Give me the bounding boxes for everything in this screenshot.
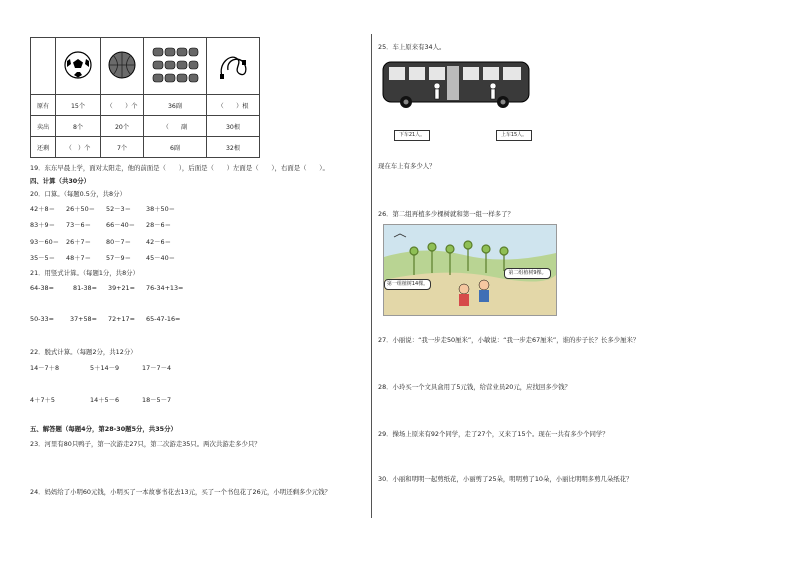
cell-gloves-sold: （ 副 bbox=[144, 116, 207, 137]
table-corner-cell bbox=[31, 38, 56, 95]
get-on-badge: 上车15人。 bbox=[496, 130, 532, 141]
q20-item: 93－60＝ bbox=[30, 238, 60, 246]
cell-football-left: （ ）个 bbox=[56, 137, 101, 158]
q20-item: 26＋50＝ bbox=[66, 205, 96, 213]
row-label-sold: 卖出 bbox=[31, 116, 56, 137]
q20-item: 42＋8＝ bbox=[30, 205, 55, 213]
q21-item: 65-47-16= bbox=[146, 315, 181, 323]
cell-rope-have: （ ）根 bbox=[207, 95, 260, 116]
question-25-title: 25．车上原来有34人。 bbox=[378, 43, 446, 51]
q20-item: 73－6＝ bbox=[66, 221, 91, 229]
q20-item: 35－5＝ bbox=[30, 254, 55, 262]
q21-item: 81-38= bbox=[73, 284, 97, 292]
q20-item: 26＋7＝ bbox=[66, 238, 91, 246]
q20-item: 66－40＝ bbox=[106, 221, 136, 229]
cell-basketball-sold: 20个 bbox=[101, 116, 144, 137]
q22-item: 17－7－4 bbox=[142, 364, 172, 372]
section-5-heading: 五、解答题（每题4分，第28-30题5分，共35分） bbox=[30, 425, 177, 433]
q21-item: 39+21= bbox=[108, 284, 135, 292]
row-label-left: 还剩 bbox=[31, 137, 56, 158]
q20-item: 52－3＝ bbox=[106, 205, 131, 213]
bus-illustration bbox=[381, 58, 531, 110]
q22-item: 18－5－7 bbox=[142, 396, 172, 404]
question-28: 28．小玲买一个文具盒用了5元钱，给营业员20元，应找回多少钱？ bbox=[378, 383, 571, 391]
column-divider bbox=[371, 34, 372, 518]
table-cell-jump-rope bbox=[207, 38, 260, 95]
table-cell-football bbox=[56, 38, 101, 95]
q21-item: 37+58= bbox=[70, 315, 97, 323]
section-4-heading: 四、计算（共30分） bbox=[30, 177, 91, 185]
question-20-title: 20．口算。（每题0.5分，共8分） bbox=[30, 190, 126, 198]
q21-item: 72+17= bbox=[108, 315, 135, 323]
q21-item: 50-33= bbox=[30, 315, 54, 323]
question-19: 19．东东早晨上学，面对太阳走，他的前面是（ ），后面是（ ）左面是（ ），右面是（ ）。 bbox=[30, 164, 329, 172]
q22-item: 14－7＋8 bbox=[30, 364, 60, 372]
table-cell-gloves bbox=[144, 38, 207, 95]
question-21-title: 21．用竖式计算。（每题1分，共8分） bbox=[30, 269, 139, 277]
cell-basketball-left: 7个 bbox=[101, 137, 144, 158]
row-label-have: 原有 bbox=[31, 95, 56, 116]
q21-item: 64-38= bbox=[30, 284, 54, 292]
goods-table bbox=[30, 37, 260, 158]
q20-item: 57－9＝ bbox=[106, 254, 131, 262]
question-22-title: 22．脱式计算。（每题2分，共12分） bbox=[30, 348, 137, 356]
football-icon bbox=[63, 50, 93, 80]
cell-rope-sold: 30根 bbox=[207, 116, 260, 137]
gloves-icon bbox=[150, 45, 200, 85]
group-1-label: 第一组植树14棵。 bbox=[384, 279, 431, 290]
question-27: 27．小丽说：“我一步走50厘米”，小敏说：“我一步走67厘米”，谁的步子长？长多少厘米？ bbox=[378, 336, 640, 344]
question-25-prompt: 现在车上有多少人？ bbox=[378, 162, 436, 170]
cell-gloves-left: 6副 bbox=[144, 137, 207, 158]
cell-rope-left: 32根 bbox=[207, 137, 260, 158]
q22-item: 5＋14－9 bbox=[90, 364, 120, 372]
question-24: 24．妈妈给了小明60元钱，小明买了一本故事书花去13元，买了一个书包花了26元，小明还剩多少元钱？ bbox=[30, 488, 331, 496]
get-off-badge: 下车21人。 bbox=[394, 130, 430, 141]
q20-item: 48＋7＝ bbox=[66, 254, 91, 262]
question-29: 29．操场上原来有92个同学，走了27个，又来了15个。现在一共有多少个同学？ bbox=[378, 430, 609, 438]
question-26-title: 26．第二组再植多少棵树就和第一组一样多了？ bbox=[378, 210, 514, 218]
q20-item: 38＋50＝ bbox=[146, 205, 176, 213]
q22-item: 14＋5－6 bbox=[90, 396, 120, 404]
q20-item: 42－6＝ bbox=[146, 238, 171, 246]
table-cell-basketball bbox=[101, 38, 144, 95]
q20-item: 45－40＝ bbox=[146, 254, 176, 262]
question-30: 30．小丽和明明一起剪纸花，小丽剪了25朵，明明剪了10朵，小丽比明明多剪几朵纸花？ bbox=[378, 475, 633, 483]
q20-item: 80－7＝ bbox=[106, 238, 131, 246]
jump-rope-icon bbox=[216, 50, 250, 80]
q21-item: 76-34+13= bbox=[146, 284, 184, 292]
basketball-icon bbox=[107, 50, 137, 80]
q20-item: 28－6＝ bbox=[146, 221, 171, 229]
q20-item: 83＋9＝ bbox=[30, 221, 55, 229]
q22-item: 4＋7＋5 bbox=[30, 396, 55, 404]
cell-football-have: 15个 bbox=[56, 95, 101, 116]
cell-basketball-have: （ ）个 bbox=[101, 95, 144, 116]
cell-football-sold: 8个 bbox=[56, 116, 101, 137]
cell-gloves-have: 36副 bbox=[144, 95, 207, 116]
question-23: 23．河里有80只鸭子，第一次游走27只，第二次游走35只。两次共游走多少只？ bbox=[30, 440, 261, 448]
group-2-label: 第二组植树9棵。 bbox=[504, 268, 551, 279]
